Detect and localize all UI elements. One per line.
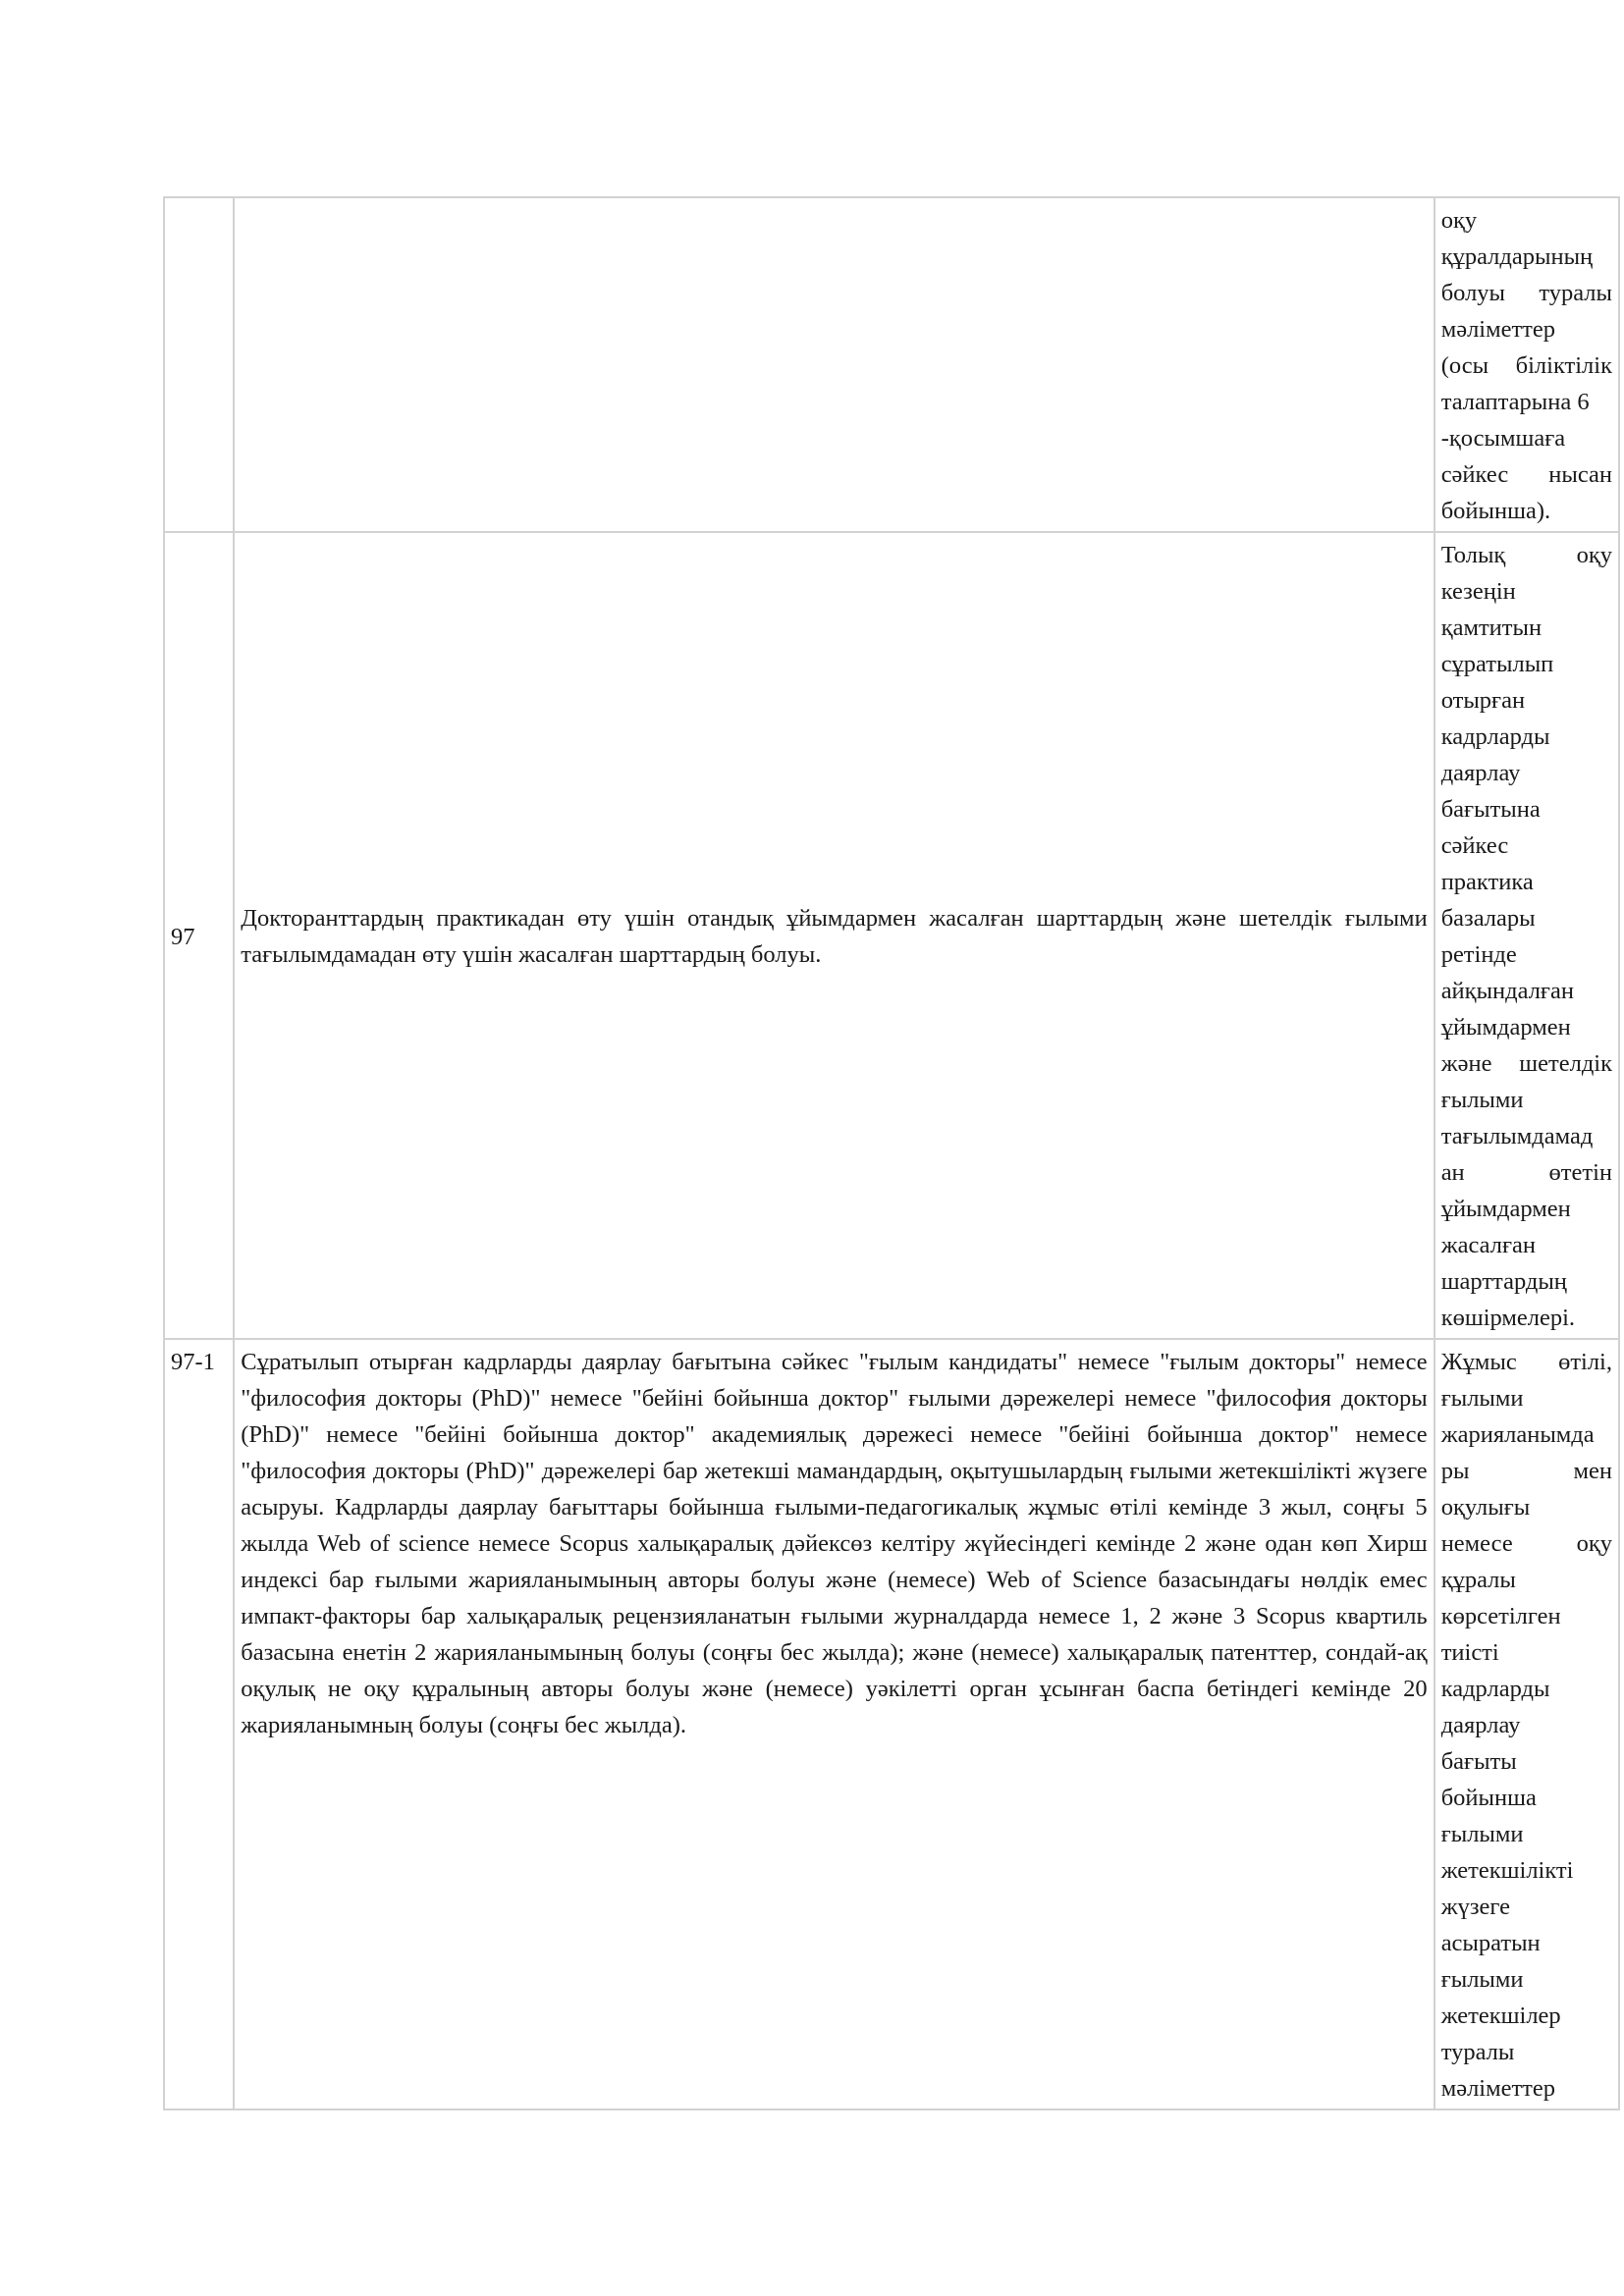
documents-line: сұратылып (1440, 651, 1554, 677)
documents-line: көрсетілген (1440, 1603, 1561, 1629)
documents-line: және шетелдік (1440, 1050, 1612, 1077)
documents-line: Жұмыс өтілі, (1440, 1349, 1612, 1375)
documents-line: бойынша). (1440, 498, 1551, 524)
documents-line: ры мен (1440, 1458, 1612, 1484)
documents-line: ғылыми (1440, 1385, 1524, 1412)
documents-line: тағылымдамад (1440, 1123, 1594, 1149)
documents-cell (1435, 1339, 1619, 2109)
documents-line: құралы (1440, 1567, 1516, 1593)
documents-line: мәліметтер (1440, 316, 1556, 343)
documents-line: асыратын (1440, 1930, 1541, 1956)
documents-line: талаптарына 6 (1440, 389, 1590, 415)
documents-line: немесе оқу (1440, 1530, 1612, 1557)
documents-cell (1435, 532, 1619, 1339)
documents-line: оқу (1440, 207, 1478, 234)
documents-line: базалары (1440, 905, 1536, 932)
documents-line: болуы туралы (1440, 280, 1612, 306)
documents-line: бойынша (1440, 1785, 1537, 1811)
documents-line: ғылыми (1440, 1087, 1524, 1113)
documents-line: айқындалған (1440, 978, 1574, 1004)
documents-line: бағытына (1440, 796, 1541, 823)
documents-line: отырған (1440, 687, 1526, 714)
documents-line: кадрларды (1440, 1676, 1550, 1702)
documents-line: ғылыми (1440, 1966, 1524, 1993)
documents-line: бағыты (1440, 1748, 1517, 1775)
documents-line: кадрларды (1440, 723, 1550, 750)
documents-line: ұйымдармен (1440, 1014, 1571, 1041)
table-row (164, 532, 1619, 1339)
documents-line: тиісті (1440, 1639, 1499, 1666)
documents-line: кезеңін (1440, 578, 1516, 605)
documents-line: жетекшілікті (1440, 1857, 1574, 1884)
documents-line: құралдарының (1440, 243, 1594, 270)
requirements-table (163, 196, 1620, 2110)
documents-line: оқулығы (1440, 1494, 1531, 1521)
documents-line: жасалған (1440, 1232, 1537, 1258)
row-number-cell: 97 (164, 532, 234, 1339)
requirement-cell: Сұратылып отырған кадрларды даярлау бағытына сәйкес "ғылым кандидаты" немесе "ғылым докторы" немесе "философия докторы (PhD)" немесе "бейіні бойынша доктор" ғылыми дәрежелері немесе "философия докторы (PhD)" немесе "бейіні бойынша доктор" академиялық дәрежесі немесе "бейіні бойынша доктор" немесе "философия докторы (PhD)" дәрежелері бар жетекші мамандардың, оқытушылардың ғылыми жетекшілікті жүзеге асыруы. Кадрларды даярлау бағыттары бойынша ғылыми-педагогикалық жұмыс өтілі кемінде 3 жыл, соңғы 5 жылда Web of science немесе Scopus халықаралық дәйексөз келтіру жүйесіндегі кемінде 2 және одан көп Хирш индексі бар ғылыми жарияланымының авторы болуы және (немесе) Web of Science базасындағы нөлдік емес импакт-факторы бар халықаралық рецензияланатын ғылыми журналдарда немесе 1, 2 және 3 Scopus квартиль базасына енетін 2 жарияланымының болуы (соңғы бес жылда); және (немесе) халықаралық патенттер, сондай-ақ оқулық не оқу құралының авторы болуы және (немесе) уәкілетті орган ұсынған баспа бетіндегі кемінде 20 жарияланымның болуы (соңғы бес жылда). (234, 1339, 1434, 2109)
documents-line: даярлау (1440, 760, 1521, 786)
requirement-cell: Докторанттардың практикадан өту үшін отандық ұйымдармен жасалған шарттардың және шетелдік ғылыми тағылымдамадан өту үшін жасалған шарттардың болуы. (234, 532, 1434, 1339)
documents-cell (1435, 197, 1619, 532)
documents-line: сәйкес (1440, 832, 1509, 859)
requirement-cell (234, 197, 1434, 532)
documents-line: -қосымшаға (1440, 425, 1566, 452)
documents-line: туралы (1440, 2039, 1515, 2065)
documents-line: сәйкес нысан (1440, 461, 1612, 488)
table-row (164, 197, 1619, 532)
documents-line: ан өтетін (1440, 1159, 1612, 1186)
row-number-cell (164, 197, 234, 532)
row-number-cell: 97-1 (164, 1339, 234, 2109)
documents-line: жүзеге (1440, 1894, 1511, 1920)
documents-line: практика (1440, 869, 1534, 895)
documents-line: ұйымдармен (1440, 1196, 1571, 1222)
documents-line: жарияланымда (1440, 1421, 1595, 1448)
documents-line: ретінде (1440, 941, 1517, 968)
documents-line: көшірмелері. (1440, 1305, 1576, 1331)
table-row (164, 1339, 1619, 2109)
documents-line: (осы біліктілік (1440, 352, 1612, 379)
documents-line: жетекшілер (1440, 2002, 1561, 2029)
documents-line: шарттардың (1440, 1268, 1567, 1295)
documents-line: мәліметтер (1440, 2075, 1556, 2102)
documents-line: даярлау (1440, 1712, 1521, 1738)
documents-line: ғылыми (1440, 1821, 1524, 1847)
documents-line: Толық оқу (1440, 542, 1612, 568)
documents-line: қамтитын (1440, 614, 1543, 641)
